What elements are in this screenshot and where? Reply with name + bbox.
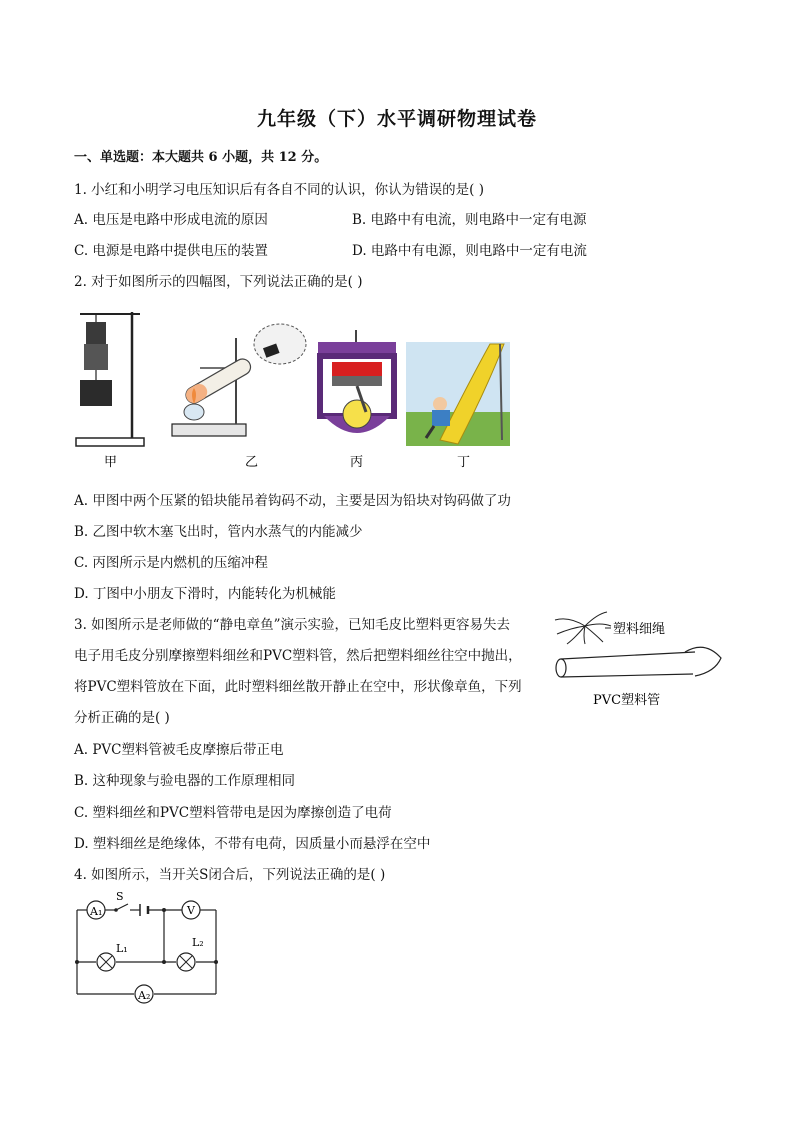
svg-text:L₂: L₂ bbox=[192, 936, 204, 949]
q3-stem-line4: 分析正确的是( ) bbox=[74, 710, 170, 726]
ammeter-a2 bbox=[135, 985, 153, 1003]
figure-ding bbox=[406, 342, 510, 446]
fig-label-yi: 乙 bbox=[245, 455, 259, 470]
q1-option-a[interactable]: A. 电压是电路中形成电流的原因 bbox=[74, 212, 268, 228]
q3-stem-line1: 3. 如图所示是老师做的“静电章鱼”演示实验，已知毛皮比塑料更容易失去 bbox=[74, 617, 510, 633]
q3-stem-line2: 电子用毛皮分别摩擦塑料细丝和PVC塑料管，然后把塑料细丝往空中抛出， bbox=[74, 648, 522, 664]
fig-label-ding: 丁 bbox=[457, 455, 471, 470]
q3-label-tube: PVC塑料管 bbox=[593, 693, 661, 708]
q3-label-rope: 塑料细绳 bbox=[613, 622, 666, 637]
q4-stem: 4. 如图所示，当开关S闭合后，下列说法正确的是( ) bbox=[74, 867, 386, 883]
q3-option-b[interactable]: B. 这种现象与验电器的工作原理相同 bbox=[74, 773, 296, 789]
q3-option-a[interactable]: A. PVC塑料管被毛皮摩擦后带正电 bbox=[74, 742, 284, 758]
q4-circuit-diagram bbox=[70, 888, 230, 1006]
lamp-l1 bbox=[97, 942, 128, 971]
ammeter-a1 bbox=[87, 901, 105, 919]
q2-option-c[interactable]: C. 丙图所示是内燃机的压缩冲程 bbox=[74, 555, 268, 571]
svg-text:S: S bbox=[116, 890, 124, 903]
svg-text:A₁: A₁ bbox=[90, 905, 103, 918]
q3-figure bbox=[545, 608, 730, 713]
lamp-l2 bbox=[177, 936, 204, 971]
q3-option-d[interactable]: D. 塑料细丝是绝缘体，不带有电荷，因质量小而悬浮在空中 bbox=[74, 836, 431, 852]
page-title: 九年级（下）水平调研物理试卷 bbox=[256, 108, 537, 130]
svg-text:V: V bbox=[187, 904, 195, 917]
figure-jia bbox=[76, 312, 144, 446]
figure-yi bbox=[172, 324, 306, 436]
q2-option-d[interactable]: D. 丁图中小朋友下滑时，内能转化为机械能 bbox=[74, 586, 336, 602]
q3-stem-line3: 将PVC塑料管放在下面，此时塑料细丝散开静止在空中，形状像章鱼，下列 bbox=[74, 679, 522, 695]
fig-label-jia: 甲 bbox=[104, 455, 118, 470]
svg-text:A₂: A₂ bbox=[138, 989, 151, 1002]
q1-stem: 1. 小红和小明学习电压知识后有各自不同的认识，你认为错误的是( ) bbox=[74, 182, 484, 198]
q1-option-d[interactable]: D. 电路中有电源，则电路中一定有电流 bbox=[352, 243, 587, 259]
q1-option-b[interactable]: B. 电路中有电流，则电路中一定有电源 bbox=[352, 212, 587, 228]
q2-option-b[interactable]: B. 乙图中软木塞飞出时，管内水蒸气的内能减少 bbox=[74, 524, 363, 540]
q1-option-c[interactable]: C. 电源是电路中提供电压的装置 bbox=[74, 243, 268, 259]
plastic-strings-drawing bbox=[555, 612, 611, 644]
q2-stem: 2. 对于如图所示的四幅图，下列说法正确的是( ) bbox=[74, 274, 363, 290]
fig-label-bing: 丙 bbox=[350, 455, 364, 470]
svg-text:L₁: L₁ bbox=[116, 942, 128, 955]
section-heading: 一、单选题：本大题共 6 小题，共 12 分。 bbox=[74, 150, 328, 165]
q2-figures bbox=[70, 300, 520, 475]
figure-bing bbox=[318, 330, 396, 433]
pvc-tube-drawing bbox=[556, 647, 721, 677]
voltmeter-v bbox=[182, 901, 200, 919]
q3-option-c[interactable]: C. 塑料细丝和PVC塑料管带电是因为摩擦创造了电荷 bbox=[74, 805, 392, 821]
q2-option-a[interactable]: A. 甲图中两个压紧的铅块能吊着钩码不动，主要是因为铅块对钩码做了功 bbox=[74, 493, 511, 509]
